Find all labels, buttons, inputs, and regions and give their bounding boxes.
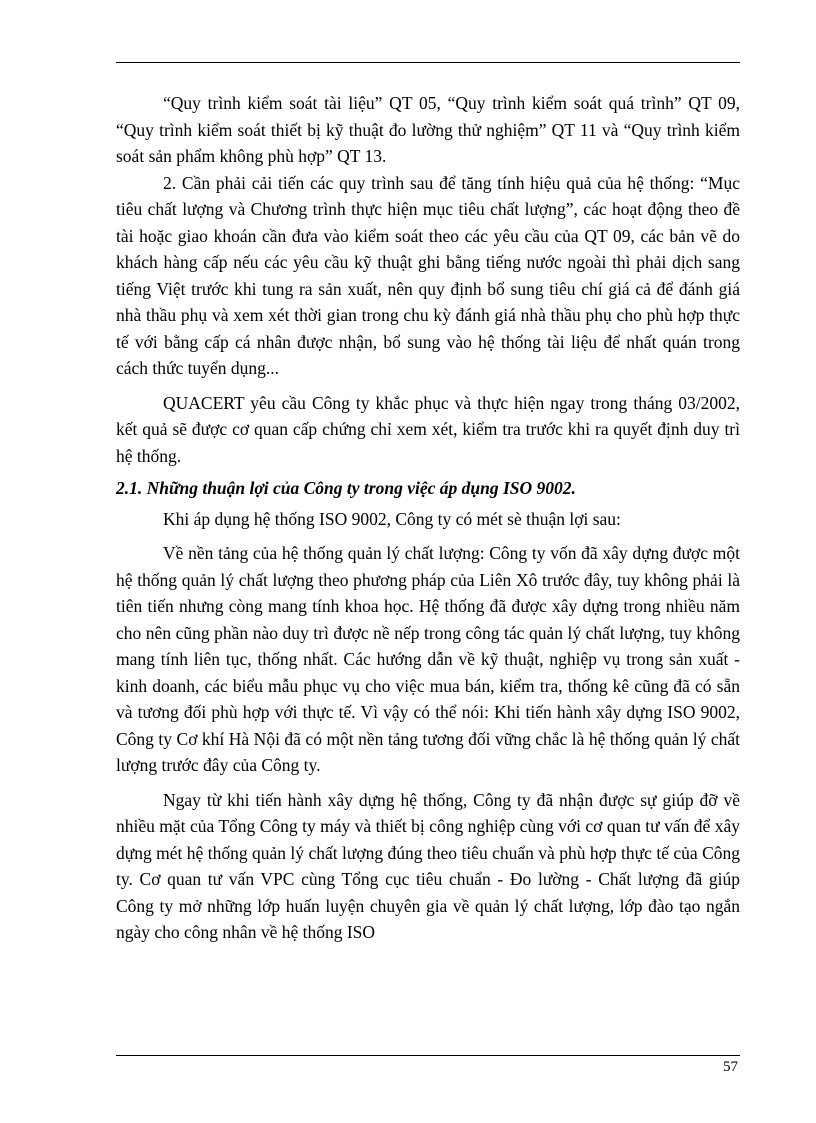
paragraph-advantages-intro: Khi áp dụng hệ thống ISO 9002, Công ty có mét sè thuận lợi sau: bbox=[163, 508, 621, 529]
paragraph-improvements: 2. Cần phải cải tiến các quy trình sau để tăng tính hiệu quả của hệ thống: “Mục tiêu chất lượng và Chương trình thực hiện mục tiêu chất lượng”, các hoạt động theo đề tài hoặc giao khoán cần đưa vào kiểm soát theo các yêu cầu của QT 09, các bản vẽ do khách hàng cấp nếu các yêu cầu kỹ thuật ghi bằng tiếng nước ngoài thì phải dịch sang tiếng Việt trước khi tung ra sản xuất, nên quy định bổ sung tiêu chí giá cả để đánh giá nhà thầu phụ và xem xét thời gian trong chu kỳ đánh giá nhà thầu phụ cho phù hợp thực tế với bằng cấp cá nhân được nhận, bổ sung vào hệ thống tài liệu để nhất quán trong cách thức tuyển dụng... bbox=[116, 172, 740, 378]
body-text bbox=[116, 90, 740, 946]
paragraph-foundation: Về nền tảng của hệ thống quản lý chất lượng: Công ty vốn đã xây dựng được một hệ thống quản lý chất lượng theo phương pháp của Liên Xô trước đây, tuy không phải là tiên tiến nhưng còng mang tính khoa học. Hệ thống đã được xây dựng trong nhiều năm cho nên cũng phần nào duy trì được nề nếp trong công tác quản lý chất lượng, tuy không mang tính liên tục, thống nhất. Các hướng dẫn về kỹ thuật, nghiệp vụ trong sản xuất - kinh doanh, các biểu mẫu phục vụ cho việc mua bán, kiểm tra, thống kê cũng đã có sẵn và tương đối phù hợp với thực tế. Vì vậy có thể nói: Khi tiến hành xây dựng ISO 9002, Công ty Cơ khí Hà Nội đã có một nền tảng tương đối vững chắc là hệ thống quản lý chất lượng trước đây của Công ty. bbox=[116, 543, 740, 775]
page-number: 57 bbox=[723, 1059, 738, 1075]
footer-rule bbox=[116, 1055, 740, 1056]
paragraph-procedures-list: “Quy trình kiểm soát tài liệu” QT 05, “Quy trình kiểm soát quá trình” QT 09, “Quy trình kiểm soát thiết bị kỹ thuật đo lường thử nghiệm” QT 11 và “Quy trình kiểm soát sản phẩm không phù hợp” QT 13. bbox=[116, 93, 740, 166]
paragraph-quacert: QUACERT yêu cầu Công ty khắc phục và thực hiện ngay trong tháng 03/2002, kết quả sẽ được cơ quan cấp chứng chỉ xem xét, kiểm tra trước khi ra quyết định duy trì hệ thống. bbox=[116, 392, 740, 466]
header-rule bbox=[116, 62, 740, 63]
section-heading: 2.1. Những thuận lợi của Công ty trong việc áp dụng ISO 9002. bbox=[116, 478, 576, 498]
paragraph-support: Ngay từ khi tiến hành xây dựng hệ thống, Công ty đã nhận được sự giúp đỡ về nhiều mặt của Tổng Công ty máy và thiết bị công nghiệp cùng với cơ quan tư vấn để xây dựng mét hệ thống quản lý chất lượng đúng theo tiêu chuẩn và phù hợp thực tế của Công ty. Cơ quan tư vấn VPC cùng Tổng cục tiêu chuẩn - Đo lường - Chất lượng đã giúp Công ty mở những lớp huấn luyện chuyên gia về quản lý chất lượng, lớp đào tạo ngắn ngày cho công nhân về hệ thống ISO bbox=[116, 789, 740, 942]
